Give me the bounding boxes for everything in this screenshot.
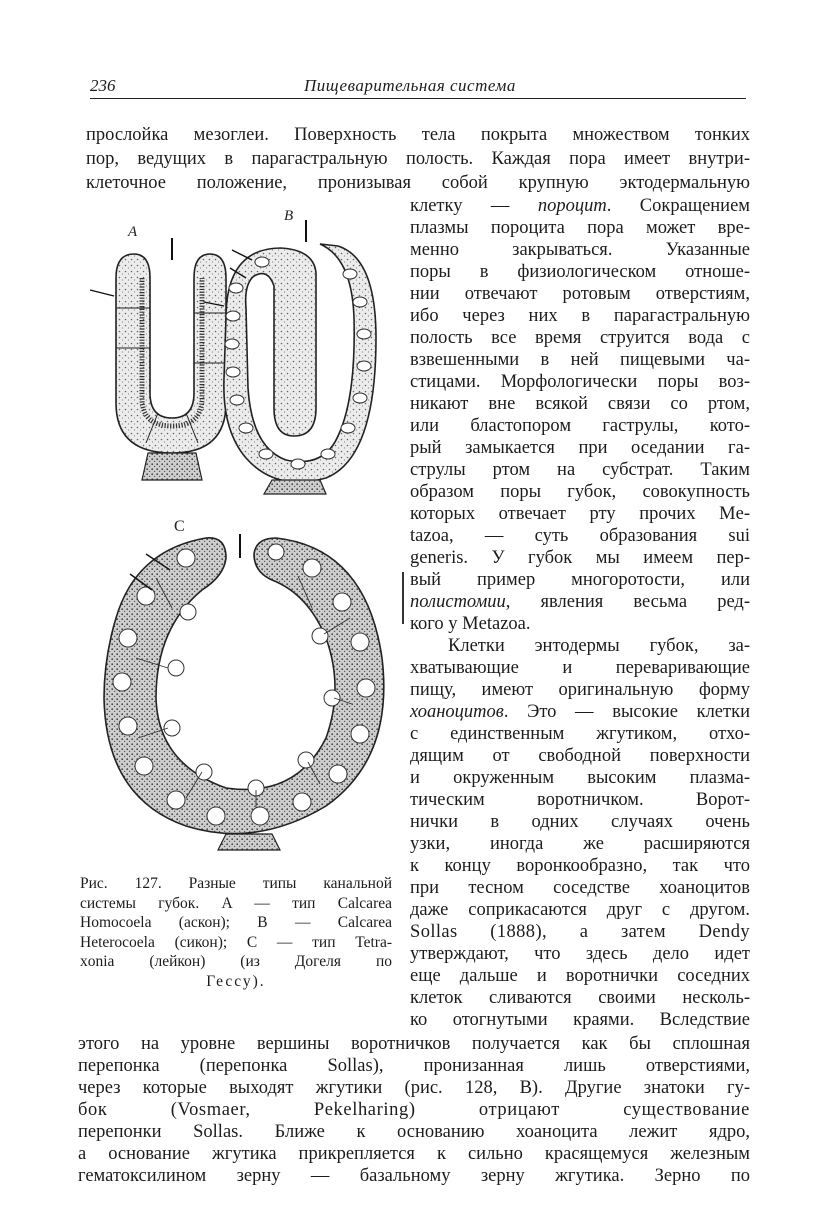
body-text-line: с единственным жгутиком, отхо- xyxy=(410,724,750,744)
page-header xyxy=(90,72,746,99)
body-text-line: стицами. Морфологически поры воз- xyxy=(410,372,750,392)
body-text-line: пищу, имеют оригинальную форму xyxy=(410,680,750,700)
body-text-line: перепонка (перепонка Sollas), пронизанная лишь отверстиями, xyxy=(78,1056,750,1076)
body-text-line: при тесном соседстве хоаноцитов xyxy=(410,878,750,898)
caption-line: Homocoela (аскон); B — Calcarea xyxy=(80,914,392,931)
body-text-line: хоаноцитов. Это — высокие клетки xyxy=(410,702,750,722)
caption-line: Гессу). xyxy=(206,972,266,990)
figure-label-b: B xyxy=(284,208,294,224)
body-text-line: или бластопором гаструлы, кото- xyxy=(410,416,750,436)
body-text-line: хватывающие и переваривающие xyxy=(410,658,750,678)
figure-label-a: A xyxy=(128,224,138,240)
body-text-line: утверждают, что здесь дело идет xyxy=(410,944,750,964)
body-text-line: кого у Metazoa. xyxy=(410,614,531,634)
body-text-line: полость все время струится вода с xyxy=(410,328,750,348)
body-text-line: нички в одних случаях очень xyxy=(410,812,750,832)
body-text-line: дящим от свободной поверхности xyxy=(410,746,750,766)
body-text-line: клетку — пороцит. Сокращением xyxy=(410,196,751,216)
body-text-line: вый пример многоротости, или xyxy=(410,570,750,590)
sponge-canal-figure xyxy=(76,198,402,878)
sycon-diagram xyxy=(224,220,376,494)
body-text-line: взвешенными в ней пищевыми ча- xyxy=(410,350,750,370)
body-text-line: через которые выходят жгутики (рис. 128, B). Другие знатоки гу- xyxy=(78,1078,750,1098)
caption-line: Heterocoela (сикон); C — тип Tetra- xyxy=(80,933,392,951)
body-text-line: даже соприкасаются друг с другом. xyxy=(410,900,750,920)
running-title: Пищеварительная система xyxy=(304,76,516,95)
body-text-line: рый замыкается при оседании га- xyxy=(410,438,750,458)
body-text-line: к концу воронкообразно, так что xyxy=(410,856,750,876)
body-text-line: еще дальше и воротнички соседних xyxy=(410,966,750,986)
body-text-line: перепонки Sollas. Ближе к основанию хоаноцита лежит ядро, xyxy=(78,1122,750,1142)
body-text-line: ибо через них в парагастральную xyxy=(410,306,750,326)
caption-line: Рис. 127. Разные типы канальной xyxy=(80,875,392,892)
body-text-line: и окруженным высоким плазма- xyxy=(410,768,750,788)
body-text-line: никают вне всякой связи со ртом, xyxy=(410,394,750,414)
body-text-line: клеточное положение, пронизывая собой крупную эктодермальную xyxy=(86,173,750,193)
caption-line: системы губок. A — тип Calcarea xyxy=(80,894,392,912)
caption-line: xonia (лейкон) (из Догеля по xyxy=(80,953,392,970)
body-text-line: струлы ртом на субстрат. Таким xyxy=(410,460,750,480)
ascon-diagram xyxy=(90,238,226,480)
body-text-line: которых отвечает рту прочих Me- xyxy=(410,504,750,524)
body-text-line: ко отогнутыми краями. Вследствие xyxy=(410,1010,750,1030)
body-text-line: Клетки энтодермы губок, за- xyxy=(448,636,750,656)
body-text-line: плазмы пороцита пора может вре- xyxy=(410,218,750,238)
body-text-line: tazoa, — суть образования sui xyxy=(410,526,750,546)
body-text-line: образом поры губок, совокупность xyxy=(410,482,750,502)
body-text-line: гематоксилином зерну — базальному зерну жгутика. Зерно по xyxy=(78,1166,750,1186)
leucon-diagram xyxy=(104,534,384,850)
sponge-illustration xyxy=(76,198,402,878)
figure-caption xyxy=(80,874,392,991)
body-text-line: поры в физиологическом отноше- xyxy=(410,262,750,282)
body-text-line: Sollas (1888), а затем Dendy xyxy=(410,922,750,942)
body-text-line: этого на уровне вершины воротничков получается как бы сплошная xyxy=(78,1034,750,1054)
body-text-line: узки, иногда же расширяются xyxy=(410,834,750,854)
body-text-line: прослойка мезоглеи. Поверхность тела покрыта множеством тонких xyxy=(86,125,750,145)
page-number: 236 xyxy=(90,76,116,95)
body-text-line: generis. У губок мы имеем пер- xyxy=(410,548,750,568)
body-text-line: тическим воротничком. Ворот- xyxy=(410,790,750,810)
figure-label-c: C xyxy=(174,518,185,535)
body-text-line: бок (Vosmaer, Pekelharing) отрицают существование xyxy=(78,1100,750,1120)
body-text-line: пор, ведущих в парагастральную полость. Каждая пора имеет внутри- xyxy=(86,149,750,169)
body-text-line: нии отвечают ротовым отверстиям, xyxy=(410,284,750,304)
body-text-line: а основание жгутика прикрепляется к сильно красящемуся железным xyxy=(78,1144,750,1164)
body-text-line: менно закрываться. Указанные xyxy=(410,240,750,260)
body-text-line: клеток сливаются своими несколь- xyxy=(410,988,750,1008)
margin-mark xyxy=(402,572,404,624)
body-text-line: полистомии, явления весьма ред- xyxy=(410,592,750,612)
